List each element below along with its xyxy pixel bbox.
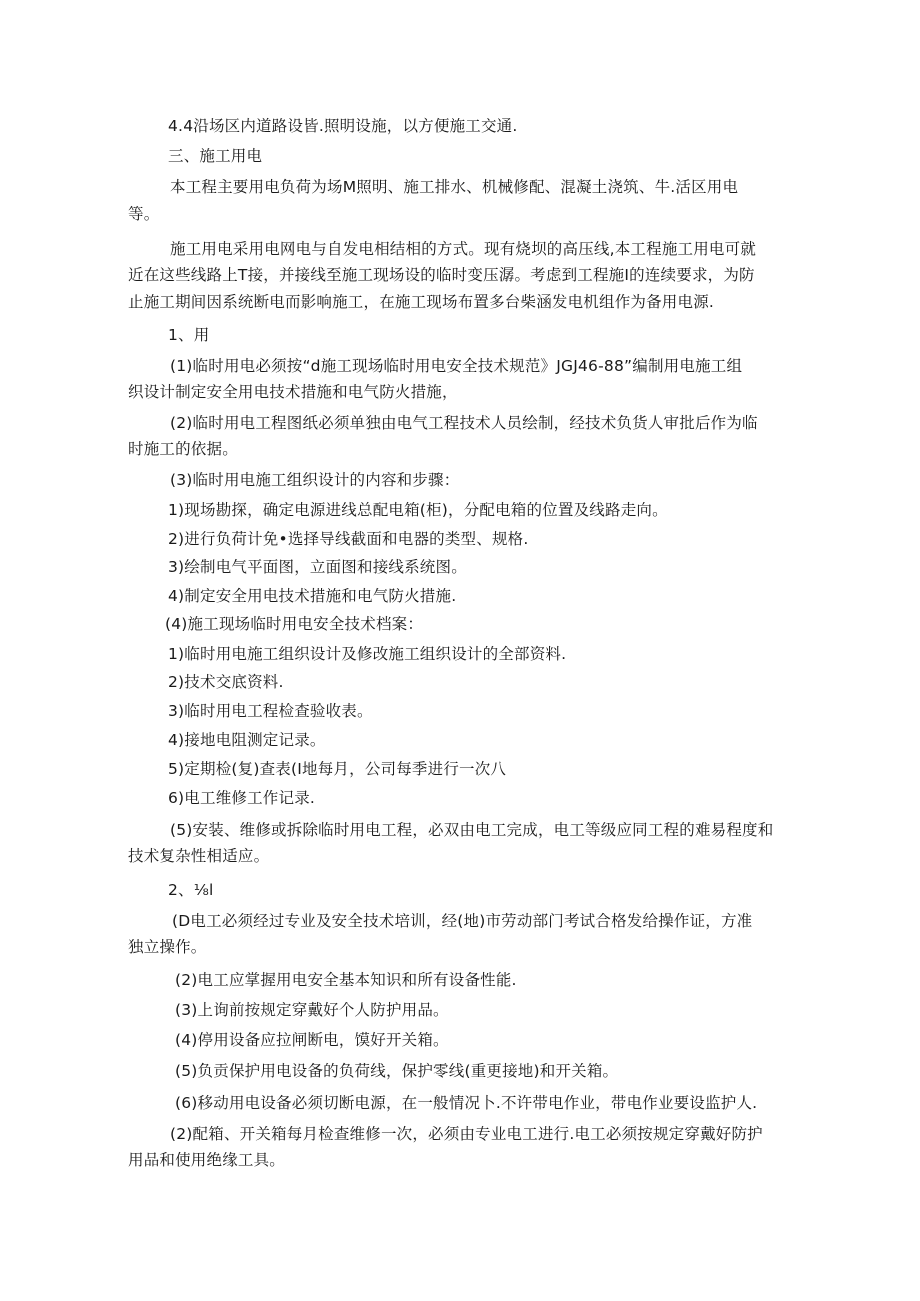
text-line: 2)技术交底资料. (168, 673, 284, 691)
text-line: (D电工必须经过专业及安全技术培训，经(地)市劳动部门考试合格发给操作证，方准 (172, 912, 753, 930)
text-line: (5)负贡保护用电设备的负荷线，保护零线(重更接地)和开关箱。 (175, 1062, 619, 1080)
text-line: 时施工的依据。 (128, 440, 238, 458)
text-line: 4)制定安全用电技术措施和电气防火措施. (168, 587, 457, 605)
text-line: (3)临时用电施工组织设计的内容和步骤： (170, 471, 460, 489)
text-line: 6)电工维修工作记录. (168, 789, 316, 807)
text-line: (4)施工现场临时用电安全技术档案： (165, 615, 424, 633)
text-line: 3)临时用电工程检查验收表。 (168, 702, 373, 720)
text-line: (4)停用设备应拉闸断电，馍好开关箱。 (175, 1031, 449, 1049)
text-line: 技术复杂性相适应。 (128, 847, 270, 865)
text-line: (2)配箱、开关箱每月检查维修一次，必须由专业电工进行.电工必须按规定穿戴好防护 (170, 1125, 763, 1143)
text-line: (2)临时用电工程图纸必须单独由电气工程技术人员绘制，经技术负货人审批后作为临 (170, 414, 758, 432)
text-line: (6)移动用电设备必须切断电源，在一般情况卜.不许带电作业，带电作业要设监护人. (175, 1094, 758, 1112)
text-line: 止施工期间因系统断电而影响施工，在施工现场布置多台柴涵发电机组作为备用电源. (128, 293, 715, 311)
text-line: 4)接地电阻测定记录。 (168, 731, 326, 749)
text-line: 织设计制定安全用电技术措施和电气防火措施， (128, 383, 458, 401)
text-line: (2)电工应掌握用电安全基本知识和所有设备性能. (175, 971, 517, 989)
text-line: 1)临时用电施工组织设计及修改施工组织设计的全部资料. (168, 645, 567, 663)
text-line: 用品和使用绝缘工具。 (128, 1151, 286, 1169)
text-line: (1)临时用电必须按“d施工现场临时用电安全技术规范》JGJ46-88”编制用电施工组 (170, 357, 743, 375)
text-line: 独立操作。 (128, 938, 207, 956)
subsection-heading: 1、用 (168, 326, 210, 344)
text-line: 4.4沿场区内道路设皆.照明设施，以方便施工交通. (168, 117, 518, 135)
section-heading: 三、施工用电 (168, 147, 263, 165)
text-line: 3)绘制电气平面图，立面图和接线系统图。 (168, 558, 467, 576)
text-line: 2)进行负荷计免•选择导线截面和电器的类型、规格. (168, 530, 529, 548)
text-line: (5)安装、维修或拆除临时用电工程，必双由电工完成，电工等级应同工程的难易程度和 (170, 821, 774, 839)
text-line: 施工用电采用电网电与自发电相结相的方式。现有烧坝的高压线,本工程施工用电可就 (170, 240, 757, 258)
text-line: 近在这些线路上T接，并接线至施工现场设的临时变压潺。考虑到工程施I的连续要求，为防 (128, 266, 755, 284)
text-line: 等。 (128, 205, 160, 223)
text-line: 1)现场勘探，确定电源进线总配电箱(柜)，分配电箱的位置及线路走向。 (168, 501, 668, 519)
text-line: 5)定期检(复)查表(I地每月，公司每季进行一次八 (168, 760, 507, 778)
text-line: (3)上询前按规定穿戴好个人防护用品。 (175, 1001, 449, 1019)
subsection-heading: 2、⅛l (168, 881, 214, 899)
text-line: 本工程主要用电负荷为场M照明、施工排水、机械修配、混凝土浇筑、牛.活区用电 (170, 178, 739, 196)
